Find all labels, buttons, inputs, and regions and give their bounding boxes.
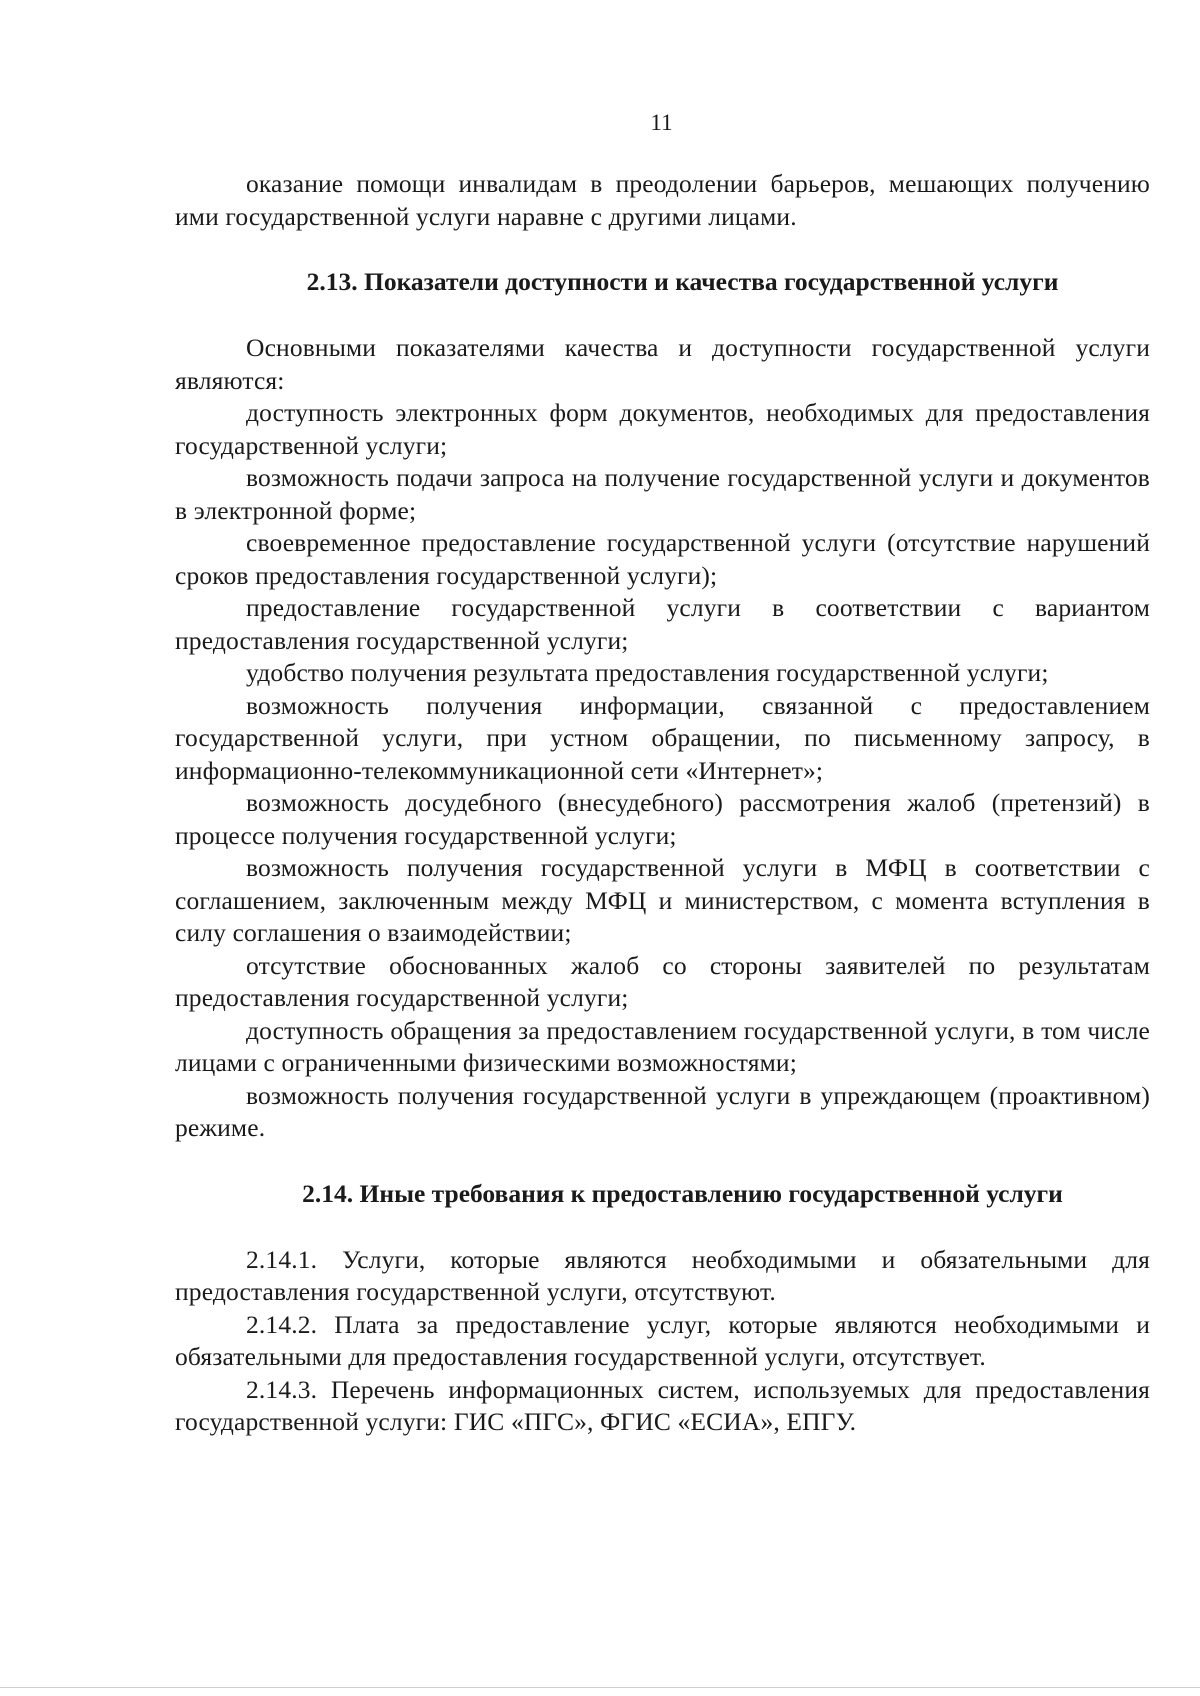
list-item: возможность подачи запроса на получение государственной услуги и документов в электронной форме; bbox=[175, 463, 1150, 525]
list-item: предоставление государственной услуги в соответствии с вариантом предоставления государственной услуги; bbox=[175, 593, 1150, 655]
list-item: удобство получения результата предоставления государственной услуги; bbox=[246, 658, 1049, 687]
intro-paragraph: оказание помощи инвалидам в преодолении барьеров, мешающих получению ими государственной услуги наравне с другими лицами. bbox=[175, 169, 1150, 231]
clause-2-14-3: 2.14.3. Перечень информационных систем, используемых для предоставления государственной услуги: ГИС «ПГС», ФГИС «ЕСИА», ЕПГУ. bbox=[175, 1374, 1150, 1436]
spacer bbox=[175, 233, 1150, 266]
section-2-14-body bbox=[175, 1244, 1150, 1439]
spacer bbox=[175, 1145, 1150, 1178]
list-item: доступность электронных форм документов, необходимых для предоставления государственной услуги; bbox=[175, 398, 1150, 460]
spacer bbox=[175, 1210, 1150, 1244]
list-item: отсутствие обоснованных жалоб со стороны заявителей по результатам предоставления государственной услуги; bbox=[175, 950, 1150, 1012]
page-number: 11 bbox=[650, 110, 673, 135]
list-item: доступность обращения за предоставлением государственной услуги, в том числе лицами с ограниченными физическими возможностями; bbox=[175, 1015, 1150, 1077]
list-item: возможность получения государственной услуги в упреждающем (проактивном) режиме. bbox=[175, 1080, 1150, 1142]
section-heading-2-14: 2.14. Иные требования к предоставлению государственной услуги bbox=[302, 1178, 1063, 1208]
paragraph: Основными показателями качества и доступности государственной услуги являются: bbox=[175, 333, 1150, 395]
section-heading-2-13: 2.13. Показатели доступности и качества государственной услуги bbox=[306, 267, 1059, 296]
page-bottom-edge bbox=[0, 1687, 1200, 1688]
document-body bbox=[175, 168, 1150, 1439]
list-item: своевременное предоставление государственной услуги (отсутствие нарушений сроков предоставления государственной услуги); bbox=[175, 528, 1150, 590]
section-2-13-body bbox=[175, 332, 1150, 1145]
list-item: возможность получения информации, связанной с предоставлением государственной услуги, при устном обращении, по письменному запросу, в информационно-телекоммуникационной сети «Интернет»; bbox=[175, 690, 1150, 785]
list-item: возможность получения государственной услуги в МФЦ в соответствии с соглашением, заключенным между МФЦ и министерством, с момента вступления в силу соглашения о взаимодействии; bbox=[175, 853, 1150, 947]
clause-2-14-1: 2.14.1. Услуги, которые являются необходимыми и обязательными для предоставления государственной услуги, отсутствуют. bbox=[175, 1244, 1150, 1306]
spacer bbox=[175, 298, 1150, 332]
list-item: возможность досудебного (внесудебного) рассмотрения жалоб (претензий) в процессе получения государственной услуги; bbox=[175, 788, 1150, 850]
clause-2-14-2: 2.14.2. Плата за предоставление услуг, которые являются необходимыми и обязательными для предоставления государственной услуги, отсутствует. bbox=[175, 1309, 1150, 1371]
